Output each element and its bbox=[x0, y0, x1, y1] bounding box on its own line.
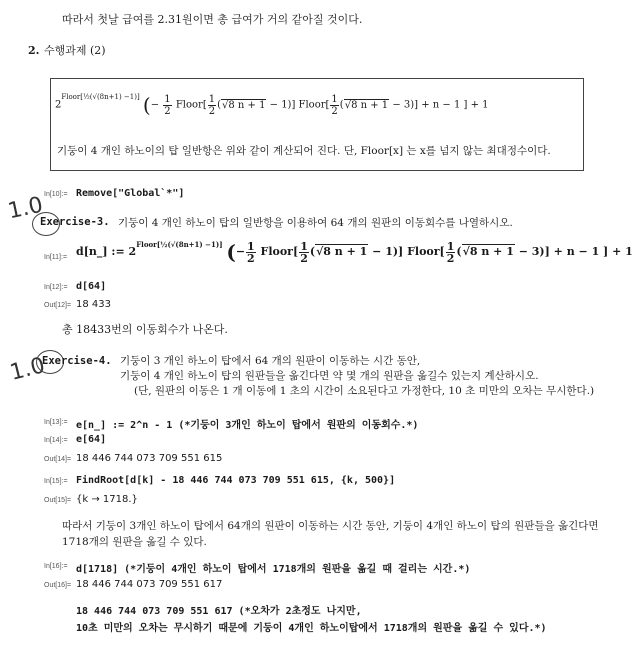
cell-label-in12: In[12]:= bbox=[44, 284, 68, 291]
cell-out14: 18 446 744 073 709 551 615 bbox=[76, 453, 223, 464]
exercise3-text: 기둥이 4 개인 하노이 탑의 일반항을 이용하여 64 개의 원판의 이동회수를 나열하시오. bbox=[118, 217, 513, 229]
cell-out12: 18 433 bbox=[76, 299, 111, 310]
exercise4-title: Exercise-4. bbox=[42, 355, 112, 367]
cell-label-in10: In[10]:= bbox=[44, 191, 68, 198]
cell-in15[interactable]: FindRoot[d[k] - 18 446 744 073 709 551 615, {k, 500}] bbox=[76, 475, 396, 486]
exercise4-line1: 기둥이 3 개인 하노이 탑에서 64 개의 원판이 이동하는 시간 동안, bbox=[120, 355, 421, 367]
cell-label-in13: In[13]:= bbox=[44, 419, 68, 426]
conclusion-line1: 따라서 기둥이 3개인 하노이 탑에서 64개의 원판이 이동하는 시간 동안, 기둥이 4개인 하노이 탑의 원판들을 옮긴다면 bbox=[62, 520, 599, 532]
cell-out15: {k → 1718.} bbox=[76, 494, 138, 505]
cell-label-out12: Out[12]= bbox=[44, 302, 72, 309]
section-title: 수행과제 (2) bbox=[44, 44, 106, 57]
intro-text: 따라서 첫날 급여를 2.31원이면 총 급여가 거의 같아질 것이다. bbox=[62, 13, 363, 26]
cell-label-in11: In[11]:= bbox=[44, 254, 68, 261]
cell-label-in14: In[14]:= bbox=[44, 437, 68, 444]
final-line2: 10초 미만의 오차는 무시하기 때문에 기둥이 4개인 하노이탑에서 1718개의 원판을 옮길 수 있다.*) bbox=[76, 623, 547, 634]
cell-label-in15: In[15]:= bbox=[44, 478, 68, 485]
formula-box bbox=[50, 78, 584, 171]
cell-in12[interactable]: d[64] bbox=[76, 281, 107, 292]
cell-label-out15: Out[15]= bbox=[44, 497, 72, 504]
cell-in13[interactable]: e[n_] := 2^n - 1 (*기둥이 3개인 하노이 탑에서 원판의 이동회수.*) bbox=[76, 420, 419, 431]
cell-out16: 18 446 744 073 709 551 617 bbox=[76, 579, 223, 590]
cell-in10[interactable]: Remove["Global`*"] bbox=[76, 188, 185, 199]
cell-label-in16: In[16]:= bbox=[44, 563, 68, 570]
exercise3-title: Exercise-3. bbox=[40, 216, 110, 228]
handwritten-score-ex4: 1.0 bbox=[7, 353, 48, 386]
cell-in14[interactable]: e[64] bbox=[76, 434, 107, 445]
exercise4-line2: 기둥이 4 개인 하노이 탑의 원판들을 옮긴다면 약 몇 개의 원판을 옮길수 있는지 계산하시오. bbox=[120, 370, 539, 382]
handwritten-score-ex3: 1.0 bbox=[5, 192, 46, 225]
final-line1: 18 446 744 073 709 551 617 (*오차가 2초정도 나지만, bbox=[76, 606, 362, 617]
section-number: 2. bbox=[28, 44, 40, 57]
cell-in11[interactable]: d[n_] := $2^{Floor[\frac{1}{2}(√(8n+1) -1)]}$ (− $\frac{1}{2}$ Floor[ $\frac{1}{2}$ (√8 n + 1 − 1)] Floor[ $\frac{1}{2}$ (√8 n + 1 − 3)] + n − 1 ] + 1 bbox=[76, 239, 633, 265]
cell-in16[interactable]: d[1718] (*기둥이 4개인 하노이 탑에서 1718개의 원판을 옮길 때 걸리는 시간.*) bbox=[76, 564, 471, 575]
exercise4-line3: (단, 원판의 이동은 1 개 이동에 1 초의 시간이 소요된다고 가정한다, 10 초 미만의 오차는 무시한다.) bbox=[134, 385, 595, 397]
conclusion-line2: 1718개의 원판을 옮길 수 있다. bbox=[62, 536, 207, 548]
box-formula: $2^{Floor[\frac{1}{2}(√(8n+1) -1)]}$ (− $\frac{1}{2}$ Floor[ $\frac{1}{2}$ (√8 n + 1 − 1)] Floor[ $\frac{1}{2}$ (√8 n + 1 − 3)] + n − 1 ] + 1 bbox=[55, 93, 489, 117]
cell-label-out16: Out[16]= bbox=[44, 582, 72, 589]
cell-label-out14: Out[14]= bbox=[44, 456, 72, 463]
box-note: 기둥이 4 개인 하노이의 탑 일반항은 위와 같이 계산되어 진다. 단, Floor[x] 는 x를 넘지 않는 최대정수이다. bbox=[57, 145, 551, 157]
after12-text: 총 18433번의 이동회수가 나온다. bbox=[62, 323, 228, 336]
